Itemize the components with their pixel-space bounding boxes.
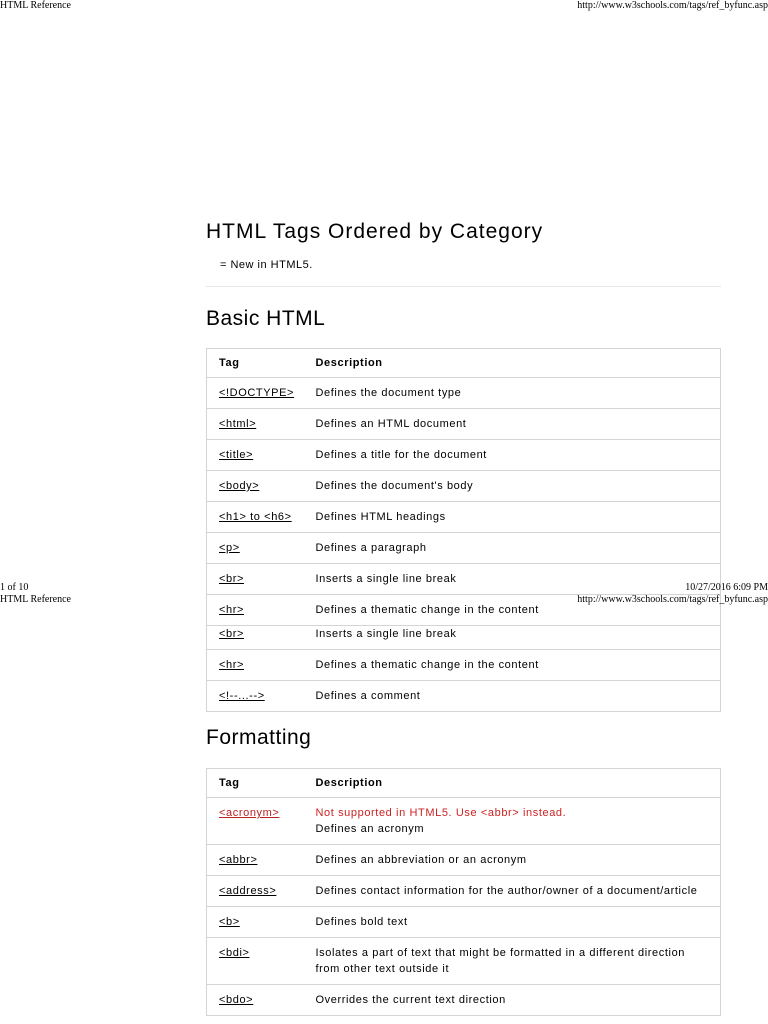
section-heading-formatting: Formatting	[206, 726, 312, 749]
pdf-timestamp: 10/27/2016 6:09 PM	[685, 582, 768, 593]
tag-description: Inserts a single line break	[304, 619, 721, 650]
divider	[206, 286, 721, 287]
pdf-header	[0, 0, 768, 12]
tag-description: Defines a thematic change in the content	[315, 604, 539, 616]
column-header-description: Description	[304, 349, 721, 378]
tag-link[interactable]: <body>	[219, 480, 260, 492]
tag-link[interactable]: <bdo>	[219, 994, 254, 1006]
tag-description: Isolates a part of text that might be formatted in a different direction from other text outside it	[304, 938, 721, 985]
table-row	[207, 650, 721, 681]
column-header-tag: Tag	[207, 349, 304, 378]
tag-description: Inserts a single line break	[304, 564, 721, 595]
pdf-footer	[0, 582, 768, 594]
tag-link[interactable]: <hr>	[219, 659, 245, 671]
deprecation-warning: Not supported in HTML5. Use <abbr> instead.	[315, 807, 567, 819]
pdf-header-url: http://www.w3schools.com/tags/ref_byfunc.asp	[577, 594, 768, 605]
pdf-header-title: HTML Reference	[0, 0, 71, 11]
tag-description: Defines a paragraph	[304, 533, 721, 564]
section-heading-basic: Basic HTML	[206, 307, 326, 330]
table-row	[207, 378, 721, 409]
pdf-page-number: 1 of 10	[0, 582, 29, 593]
page-title: HTML Tags Ordered by Category	[206, 220, 544, 243]
tag-link[interactable]: <b>	[219, 916, 240, 928]
pdf-header-url: http://www.w3schools.com/tags/ref_byfunc.asp	[577, 0, 768, 11]
tag-link[interactable]: <bdi>	[219, 947, 250, 959]
tag-link-deprecated[interactable]: <acronym>	[219, 807, 280, 819]
table-row	[207, 907, 721, 938]
table-row	[207, 876, 721, 907]
tag-description: Defines an HTML document	[304, 409, 721, 440]
tag-link[interactable]: <address>	[219, 885, 277, 897]
table-row	[207, 938, 721, 985]
tag-link[interactable]: <html>	[219, 418, 257, 430]
tag-link[interactable]: <!--...-->	[219, 690, 265, 702]
tag-link[interactable]: <hr>	[219, 604, 245, 616]
pdf-page-2	[0, 606, 768, 1024]
table-header-row	[207, 349, 721, 378]
table-row	[207, 845, 721, 876]
tag-link[interactable]: <br>	[219, 573, 245, 585]
tag-description: Defines bold text	[304, 907, 721, 938]
table-row	[207, 533, 721, 564]
tag-description: Defines the document's body	[304, 471, 721, 502]
tag-description: Defines a thematic change in the content	[304, 650, 721, 681]
pdf-header-title: HTML Reference	[0, 594, 71, 605]
table-row	[207, 409, 721, 440]
tag-description: Defines HTML headings	[304, 502, 721, 533]
tag-link[interactable]: <title>	[219, 449, 254, 461]
table-row	[207, 471, 721, 502]
tag-description: Overrides the current text direction	[315, 994, 506, 1006]
tag-link[interactable]: <!DOCTYPE>	[219, 387, 295, 399]
tag-link[interactable]: <h1> to <h6>	[219, 511, 292, 523]
formatting-table	[206, 768, 721, 1016]
tag-link[interactable]: <p>	[219, 542, 240, 554]
table-row	[207, 502, 721, 533]
tag-description: Defines an acronym	[315, 823, 425, 835]
tag-description: Defines contact information for the author/owner of a document/article	[304, 876, 721, 907]
table-row	[207, 440, 721, 471]
new-in-html5-note: = New in HTML5.	[220, 259, 313, 271]
table-header-row	[207, 769, 721, 798]
column-header-description: Description	[304, 769, 721, 798]
tag-description: Defines a title for the document	[304, 440, 721, 471]
tag-description: Defines an abbreviation or an acronym	[304, 845, 721, 876]
basic-html-table-continued	[206, 619, 721, 712]
table-row	[207, 619, 721, 650]
table-row	[207, 681, 721, 712]
tag-link[interactable]: <abbr>	[219, 854, 258, 866]
pdf-header	[0, 594, 768, 606]
tag-link[interactable]: <br>	[219, 628, 245, 640]
column-header-tag: Tag	[207, 769, 304, 798]
tag-description: Defines a comment	[315, 690, 421, 702]
table-row	[207, 798, 721, 845]
tag-description: Defines the document type	[304, 378, 721, 409]
table-row	[207, 985, 721, 1016]
